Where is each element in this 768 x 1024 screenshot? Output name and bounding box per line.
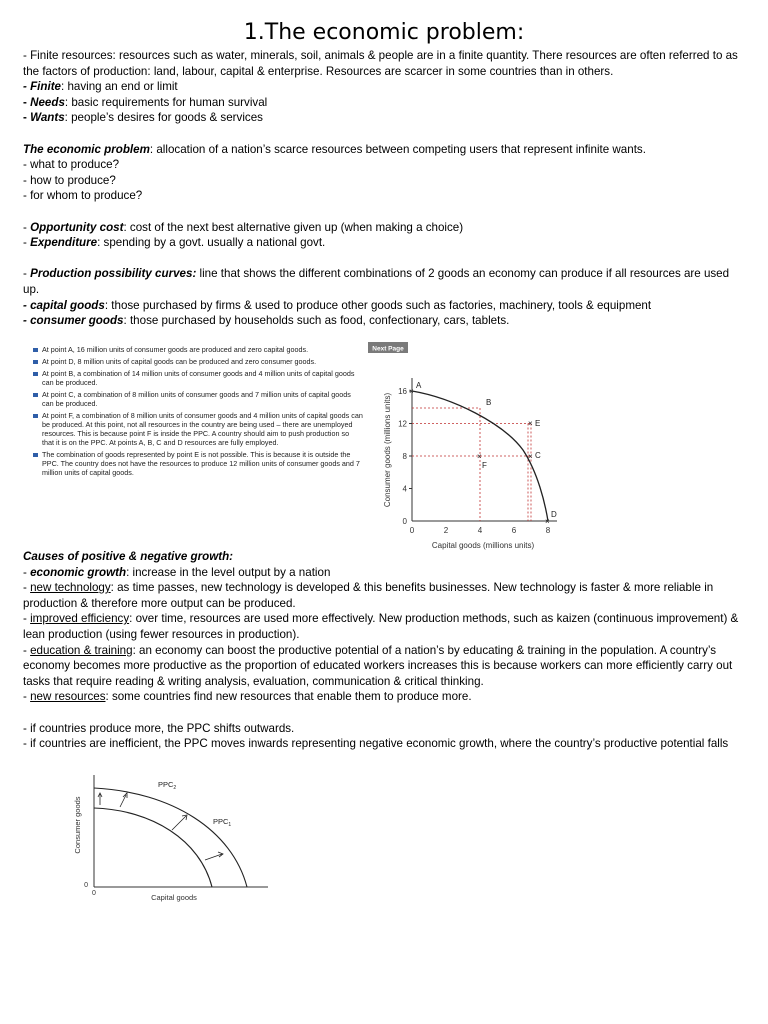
wants-term: Wants: [30, 111, 65, 125]
ppc-figure: [23, 338, 585, 552]
resources-term: new resources: [30, 690, 106, 704]
point-f-marker: ×: [477, 452, 482, 461]
efficiency-term: improved efficiency: [30, 612, 130, 626]
point-f-label: F: [482, 461, 487, 470]
shift-inwards-text: - if countries are inefficient, the PPC moves inwards representing negative economic growth, where the country’s productive potential falls: [23, 737, 729, 751]
ppc-shift-chart: [72, 770, 272, 905]
question-what: - what to produce?: [23, 158, 120, 172]
ppc-definition: - Production possibility curves: line that shows the different combinations of 2 goods an economy can produce if all resources are used up.: [23, 267, 730, 296]
ppc-term: Production possibility curves:: [30, 267, 197, 281]
needs-definition: - Needs: basic requirements for human survival: [23, 95, 268, 109]
new-technology-text: - new technology: as time passes, new technology is developed & this benefits businesses. New technology is faster & more reliable in production & therefore more output can be produced.: [23, 581, 714, 610]
ppc-shift-figure: [72, 770, 272, 905]
y-tick-8: 8: [402, 452, 407, 461]
finite-term: - Finite: [23, 80, 61, 94]
y-tick-16: 16: [398, 387, 407, 396]
education-term: education & training: [30, 643, 133, 657]
point-a-label: A: [416, 381, 422, 390]
question-how: - how to produce?: [23, 173, 116, 187]
ppc-chart: [23, 338, 585, 552]
consumer-def: : those purchased by households such as food, confectionary, cars, tablets.: [123, 314, 510, 328]
x-tick-4: 4: [477, 526, 483, 535]
page-title: 1.The economic problem:: [243, 20, 525, 45]
y-axis-label: Consumer goods (millions units): [383, 392, 392, 508]
bullet-point-f: At point F, a combination of 8 million units of consumer goods and 4 million units of capital goods can be produced. At this point, not all resources in the country are being used – there are unemployed resources. This is because point F is inside the PPC. A country should aim to push production so that it is on the PPC. At points A, B, C and D resources are fully employed.: [33, 412, 363, 448]
y-tick-4: 4: [402, 484, 407, 494]
growth-def: : increase in the level output by a nation: [126, 565, 331, 579]
expenditure-definition: - Expenditure: spending by a govt. usually a national govt.: [23, 236, 326, 250]
point-e-label: E: [535, 419, 541, 428]
opportunity-def: : cost of the next best alternative given up (when making a choice): [123, 220, 464, 234]
wants-definition: - Wants: people’s desires for goods & services: [23, 111, 263, 125]
finite-definition: [23, 79, 745, 95]
ppc1-curve: [94, 808, 212, 887]
point-d-label: D: [551, 510, 557, 519]
growth-term: economic growth: [30, 565, 127, 579]
x-tick-8: 8: [545, 526, 551, 535]
capital-term: capital goods: [30, 298, 105, 312]
finite-resources-text: - Finite resources: resources such as water, minerals, soil, animals & people are in a finite quantity. There resources are often referred to as the factors of production: land, labour, capital & enterprise. Resources are scarcer in some countries than in others.: [23, 49, 738, 78]
bullet-point-c: At point C, a combination of 8 million units of consumer goods and 7 million units of capital goods can be produced.: [33, 391, 363, 409]
point-e-marker: ×: [528, 419, 533, 428]
point-d-marker: ×: [545, 517, 550, 526]
point-a-marker: ×: [409, 387, 414, 396]
efficiency-def: : over time, resources are used more effectively. New production methods, such as kaizen (continuous improvement) & lean production (using fewer resources in production).: [23, 612, 739, 641]
capital-goods-definition: - capital goods: those purchased by firms & used to produce other goods such as factories, machinery, tools & equipment: [23, 298, 652, 312]
improved-efficiency-text: - improved efficiency: over time, resources are used more effectively. New production methods, such as kaizen (continuous improvement) & lean production (using fewer resources in production).: [23, 612, 739, 641]
technology-term: new technology: [30, 581, 111, 595]
question-whom: - for whom to produce?: [23, 189, 143, 203]
education-def: : an economy can boost the productive potential of a nation’s by educating & training in the population. A country’s economy becomes more productive as the proportion of educated workers increases this is because workers can more efficiently carry out tasks that require reading & writing analysis, evaluation, communication & critical thinking.: [23, 643, 733, 688]
opportunity-cost-definition: - Opportunity cost: cost of the next best alternative given up (when making a choice): [23, 220, 464, 234]
shift-zero-x: 0: [92, 890, 96, 897]
technology-def: : as time passes, new technology is developed & this benefits businesses. New technology is faster & more reliable in production & therefore more output can be produced.: [23, 581, 714, 610]
x-tick-0: 0: [409, 526, 415, 535]
y-tick-0: 0: [402, 517, 407, 526]
shift-zero-y: 0: [84, 882, 88, 889]
resources-def: : some countries find new resources that enable them to produce more.: [105, 690, 472, 704]
x-tick-2: 2: [443, 526, 449, 535]
problem-def: : allocation of a nation’s scarce resources between competing users that represent infinite wants.: [149, 142, 646, 156]
consumer-goods-definition: - consumer goods: those purchased by households such as food, confectionary, cars, tablets.: [23, 314, 510, 328]
ppc-def: line that shows the different combinations of 2 goods an economy can produce if all resources are used up.: [23, 267, 730, 296]
economic-problem-definition: [23, 142, 745, 158]
shift-x-label: Capital goods: [151, 893, 197, 902]
wants-def: : people’s desires for goods & services: [64, 111, 263, 125]
economic-growth-definition: - economic growth: increase in the level output by a nation: [23, 565, 331, 579]
needs-term: Needs: [30, 95, 65, 109]
bullet-point-a: At point A, 16 million units of consumer goods are produced and zero capital goods.: [33, 346, 363, 355]
new-resources-text: - new resources: some countries find new resources that enable them to produce more.: [23, 690, 472, 704]
y-tick-12: 12: [398, 419, 407, 429]
expenditure-def: : spending by a govt. usually a national govt.: [97, 236, 326, 250]
ppc2-curve: [94, 788, 247, 887]
bullet-point-b: At point B, a combination of 14 million units of consumer goods and 4 million units of capital goods can be produced.: [33, 370, 363, 388]
causes-title: Causes of positive & negative growth:: [23, 550, 234, 563]
needs-def: : basic requirements for human survival: [64, 95, 268, 109]
x-tick-6: 6: [511, 526, 517, 535]
point-c-label: C: [535, 451, 541, 460]
shift-outwards-text: - if countries produce more, the PPC shifts outwards.: [23, 721, 295, 735]
consumer-term: consumer goods: [30, 314, 124, 328]
definitions-block: [23, 48, 745, 329]
point-b-label: B: [486, 398, 492, 407]
bullet-point-d: At point D, 8 million units of capital goods can be produced and zero consumer goods.: [33, 358, 363, 367]
ppc2-label: $PPC_2$: [158, 780, 177, 791]
capital-def: : those purchased by firms & used to produce other goods such as factories, machinery, tools & equipment: [104, 298, 652, 312]
opportunity-term: Opportunity cost: [30, 220, 124, 234]
finite-def: : having an end or limit: [61, 80, 178, 94]
bullet-point-e: The combination of goods represented by point E is not possible. This is because it is outside the PPC. The country does not have the resources to produce 12 million units of consumer goods and 7 million units of capital goods.: [33, 451, 363, 478]
next-page-label: Next Page: [372, 345, 404, 353]
x-axis-label: Capital goods (millions units): [431, 541, 535, 550]
expenditure-term: Expenditure: [30, 236, 98, 250]
point-c-marker: ×: [528, 452, 533, 461]
shift-y-label: Consumer goods: [73, 796, 82, 854]
causes-heading: [23, 549, 745, 565]
ppc1-label: $PPC_1$: [213, 817, 232, 828]
education-training-text: - education & training: an economy can boost the productive potential of a nation’s by educating & training in the population. A country’s economy becomes more productive as the proportion of educated workers increases this is because workers can more efficiently carry out tasks that require reading & writing analysis, evaluation, communication & critical thinking.: [23, 643, 733, 688]
growth-block: [23, 549, 745, 752]
problem-term: The economic problem: [23, 142, 150, 156]
